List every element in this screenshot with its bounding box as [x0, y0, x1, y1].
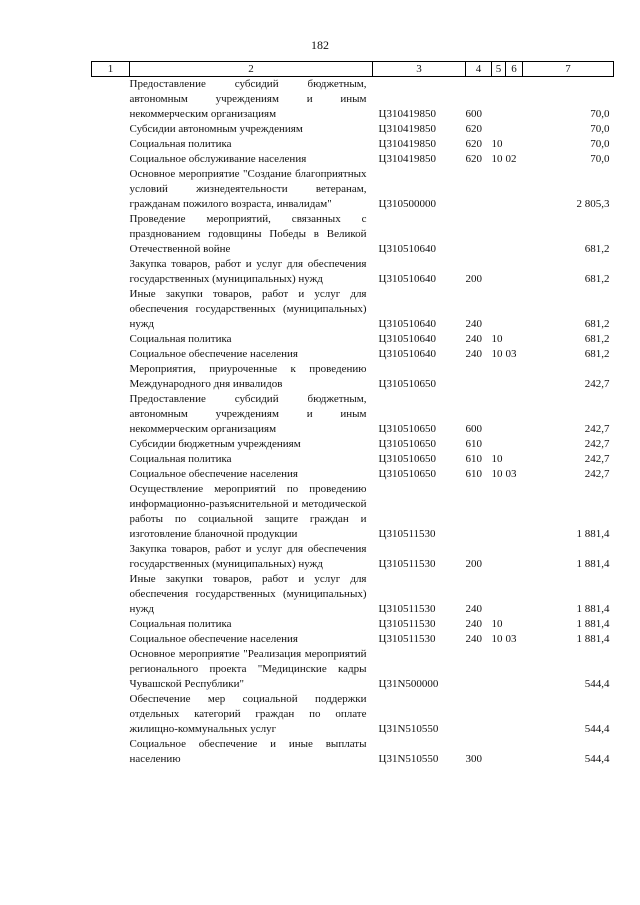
row-blank-cell [92, 257, 130, 287]
row-blank-cell [92, 542, 130, 572]
row-section-code: 10 [491, 618, 503, 630]
table-row [92, 137, 614, 152]
row-code: Ц310419850 [378, 108, 436, 120]
row-name: Социальное обслуживание населения [129, 153, 307, 165]
header-col-1: 1 [92, 62, 130, 77]
row-amount: 1 881,4 [576, 603, 610, 615]
row-code: Ц310511530 [378, 603, 436, 615]
row-type-code: 620 [465, 123, 482, 135]
row-section-code: 10 [491, 153, 503, 165]
row-name: Социальная политика [129, 453, 232, 465]
row-type-code: 240 [465, 348, 482, 360]
row-subsection-code: 03 [505, 633, 517, 645]
row-name: Социальное обеспечение населения [129, 633, 298, 645]
row-section-code [492, 572, 506, 617]
row-name: Социальная политика [129, 333, 232, 345]
row-type-code: 600 [465, 108, 482, 120]
table-row [92, 392, 614, 437]
header-col-5: 5 [492, 62, 506, 77]
budget-table [91, 61, 614, 767]
row-code: Ц310511530 [378, 528, 436, 540]
row-blank-cell [92, 137, 130, 152]
row-type-code: 240 [465, 618, 482, 630]
table-row [92, 437, 614, 452]
row-name: Социальное обеспечение населения [129, 348, 298, 360]
row-subsection-code [506, 647, 523, 692]
row-blank-cell [92, 347, 130, 362]
table-body [92, 77, 614, 768]
row-type-code: 240 [465, 633, 482, 645]
row-type-code [466, 692, 492, 737]
row-type-code: 300 [465, 753, 482, 765]
row-type-code: 610 [465, 438, 482, 450]
table-row [92, 482, 614, 542]
table-row [92, 467, 614, 482]
table-row [92, 122, 614, 137]
row-subsection-code [506, 692, 523, 737]
table-row [92, 542, 614, 572]
row-code: Ц310510640 [378, 243, 436, 255]
table-row [92, 347, 614, 362]
row-name: Проведение мероприятий, связанных с празднованием годовщины Победы в Великой Отечественной войне [129, 213, 367, 255]
table-row [92, 77, 614, 123]
row-type-code: 610 [465, 453, 482, 465]
row-blank-cell [92, 122, 130, 137]
row-subsection-code [506, 542, 523, 572]
row-blank-cell [92, 437, 130, 452]
row-amount: 681,2 [584, 243, 610, 255]
row-type-code [466, 647, 492, 692]
row-section-code: 10 [491, 468, 503, 480]
table-row [92, 617, 614, 632]
row-type-code: 620 [465, 153, 482, 165]
row-amount: 681,2 [584, 273, 610, 285]
row-amount: 681,2 [584, 348, 610, 360]
row-amount: 70,0 [590, 108, 610, 120]
row-blank-cell [92, 572, 130, 617]
row-section-code: 10 [491, 633, 503, 645]
row-code: Ц310510650 [378, 453, 436, 465]
table-row [92, 692, 614, 737]
row-section-code: 10 [491, 138, 503, 150]
row-blank-cell [92, 212, 130, 257]
row-amount: 544,4 [584, 753, 610, 765]
row-amount: 242,7 [584, 378, 610, 390]
row-blank-cell [92, 152, 130, 167]
row-name: Обеспечение мер социальной поддержки отдельных категорий граждан по оплате жилищно-коммунальных услуг [129, 693, 367, 735]
table-row [92, 212, 614, 257]
row-amount: 681,2 [584, 333, 610, 345]
row-code: Ц310510640 [378, 348, 436, 360]
row-amount: 2 805,3 [576, 198, 610, 210]
row-blank-cell [92, 332, 130, 347]
header-col-4: 4 [466, 62, 492, 77]
row-section-code [492, 647, 506, 692]
row-name: Иные закупки товаров, работ и услуг для обеспечения государственных (муниципальных) нужд [129, 288, 367, 330]
table-row [92, 332, 614, 347]
row-section-code: 10 [491, 453, 503, 465]
row-blank-cell [92, 362, 130, 392]
row-type-code [466, 212, 492, 257]
row-blank-cell [92, 632, 130, 647]
row-subsection-code [506, 362, 523, 392]
row-blank-cell [92, 287, 130, 332]
row-name: Субсидии автономным учреждениям [129, 123, 303, 135]
table-row [92, 737, 614, 767]
row-type-code: 200 [465, 273, 482, 285]
row-section-code [492, 437, 506, 452]
row-subsection-code [506, 212, 523, 257]
row-section-code [492, 122, 506, 137]
header-col-6: 6 [506, 62, 523, 77]
row-subsection-code [506, 437, 523, 452]
row-blank-cell [92, 392, 130, 437]
table-row [92, 152, 614, 167]
row-amount: 242,7 [584, 468, 610, 480]
row-amount: 242,7 [584, 453, 610, 465]
row-amount: 1 881,4 [576, 528, 610, 540]
row-code: Ц310510650 [378, 378, 436, 390]
row-subsection-code [506, 167, 523, 212]
row-section-code [492, 542, 506, 572]
row-section-code [492, 77, 506, 123]
table-row [92, 167, 614, 212]
row-section-code [492, 392, 506, 437]
row-name: Социальная политика [129, 138, 232, 150]
row-blank-cell [92, 737, 130, 767]
row-subsection-code [506, 482, 523, 542]
table-row [92, 452, 614, 467]
row-subsection-code [506, 572, 523, 617]
row-name: Предоставление субсидий бюджетным, автономным учреждениям и иным некоммерческим организациям [129, 78, 367, 120]
row-type-code: 240 [465, 318, 482, 330]
header-row [92, 62, 614, 77]
table-row [92, 287, 614, 332]
row-subsection-code [506, 77, 523, 123]
row-name: Предоставление субсидий бюджетным, автономным учреждениям и иным некоммерческим организациям [129, 393, 367, 435]
row-name: Социальное обеспечение населения [129, 468, 298, 480]
row-subsection-code: 02 [505, 153, 517, 165]
row-section-code: 10 [491, 348, 503, 360]
header-col-2: 2 [130, 62, 373, 77]
row-section-code [492, 167, 506, 212]
row-type-code: 620 [465, 138, 482, 150]
row-amount: 681,2 [584, 318, 610, 330]
row-code: Ц31N510550 [378, 753, 439, 765]
row-name: Социальная политика [129, 618, 232, 630]
row-section-code [492, 212, 506, 257]
row-name: Закупка товаров, работ и услуг для обеспечения государственных (муниципальных) нужд [129, 258, 367, 285]
row-subsection-code [506, 137, 523, 152]
row-type-code: 600 [465, 423, 482, 435]
row-section-code [492, 737, 506, 767]
row-type-code: 200 [465, 558, 482, 570]
row-amount: 242,7 [584, 438, 610, 450]
row-blank-cell [92, 647, 130, 692]
row-code: Ц310500000 [378, 198, 436, 210]
table-row [92, 632, 614, 647]
row-code: Ц310419850 [378, 153, 436, 165]
row-amount: 70,0 [590, 123, 610, 135]
row-amount: 544,4 [584, 678, 610, 690]
row-code: Ц310510640 [378, 318, 436, 330]
row-code: Ц310511530 [378, 618, 436, 630]
row-section-code: 10 [491, 333, 503, 345]
row-amount: 242,7 [584, 423, 610, 435]
row-subsection-code [506, 452, 523, 467]
row-code: Ц310510640 [378, 273, 436, 285]
row-name: Субсидии бюджетным учреждениям [129, 438, 301, 450]
row-amount: 544,4 [584, 723, 610, 735]
row-subsection-code [506, 287, 523, 332]
row-name: Иные закупки товаров, работ и услуг для обеспечения государственных (муниципальных) нужд [129, 573, 367, 615]
header-col-3: 3 [373, 62, 466, 77]
table-row [92, 647, 614, 692]
row-code: Ц310419850 [378, 123, 436, 135]
row-amount: 70,0 [590, 153, 610, 165]
row-subsection-code [506, 392, 523, 437]
row-name: Основное мероприятие "Создание благоприятных условий жизнедеятельности ветеранам, гражданам пожилого возраста, инвалидам" [129, 168, 367, 210]
row-type-code [466, 167, 492, 212]
row-section-code [492, 362, 506, 392]
row-subsection-code: 03 [505, 348, 517, 360]
page-number: 182 [311, 38, 329, 52]
row-code: Ц31N500000 [378, 678, 439, 690]
row-blank-cell [92, 452, 130, 467]
table-row [92, 362, 614, 392]
row-type-code: 240 [465, 333, 482, 345]
row-subsection-code: 03 [505, 468, 517, 480]
table-header [92, 62, 614, 77]
row-subsection-code [506, 617, 523, 632]
row-amount: 70,0 [590, 138, 610, 150]
row-subsection-code [506, 122, 523, 137]
row-blank-cell [92, 167, 130, 212]
row-amount: 1 881,4 [576, 558, 610, 570]
row-subsection-code [506, 332, 523, 347]
row-section-code [492, 692, 506, 737]
row-section-code [492, 482, 506, 542]
row-type-code [466, 482, 492, 542]
row-section-code [492, 287, 506, 332]
row-name: Основное мероприятие "Реализация мероприятий регионального проекта "Медицинские кадры Чувашской Республики" [129, 648, 367, 690]
row-code: Ц310510640 [378, 333, 436, 345]
row-code: Ц31N510550 [378, 723, 439, 735]
row-blank-cell [92, 77, 130, 123]
table-row [92, 572, 614, 617]
row-blank-cell [92, 467, 130, 482]
header-col-7: 7 [523, 62, 614, 77]
row-type-code [466, 362, 492, 392]
row-subsection-code [506, 737, 523, 767]
row-code: Ц310510650 [378, 468, 436, 480]
row-code: Ц310419850 [378, 138, 436, 150]
row-subsection-code [506, 257, 523, 287]
row-blank-cell [92, 692, 130, 737]
row-code: Ц310510650 [378, 438, 436, 450]
row-code: Ц310511530 [378, 633, 436, 645]
row-name: Социальное обеспечение и иные выплаты населению [129, 738, 367, 765]
row-name: Мероприятия, приуроченные к проведению Международного дня инвалидов [129, 363, 367, 390]
row-blank-cell [92, 482, 130, 542]
row-name: Закупка товаров, работ и услуг для обеспечения государственных (муниципальных) нужд [129, 543, 367, 570]
row-type-code: 610 [465, 468, 482, 480]
row-type-code: 240 [465, 603, 482, 615]
row-amount: 1 881,4 [576, 618, 610, 630]
table-row [92, 257, 614, 287]
row-amount: 1 881,4 [576, 633, 610, 645]
row-section-code [492, 257, 506, 287]
row-code: Ц310511530 [378, 558, 436, 570]
row-name: Осуществление мероприятий по проведению информационно-разъяснительной и методической работы по социальной защите граждан и изготовление бланочной продукции [129, 483, 367, 540]
row-blank-cell [92, 617, 130, 632]
row-code: Ц310510650 [378, 423, 436, 435]
